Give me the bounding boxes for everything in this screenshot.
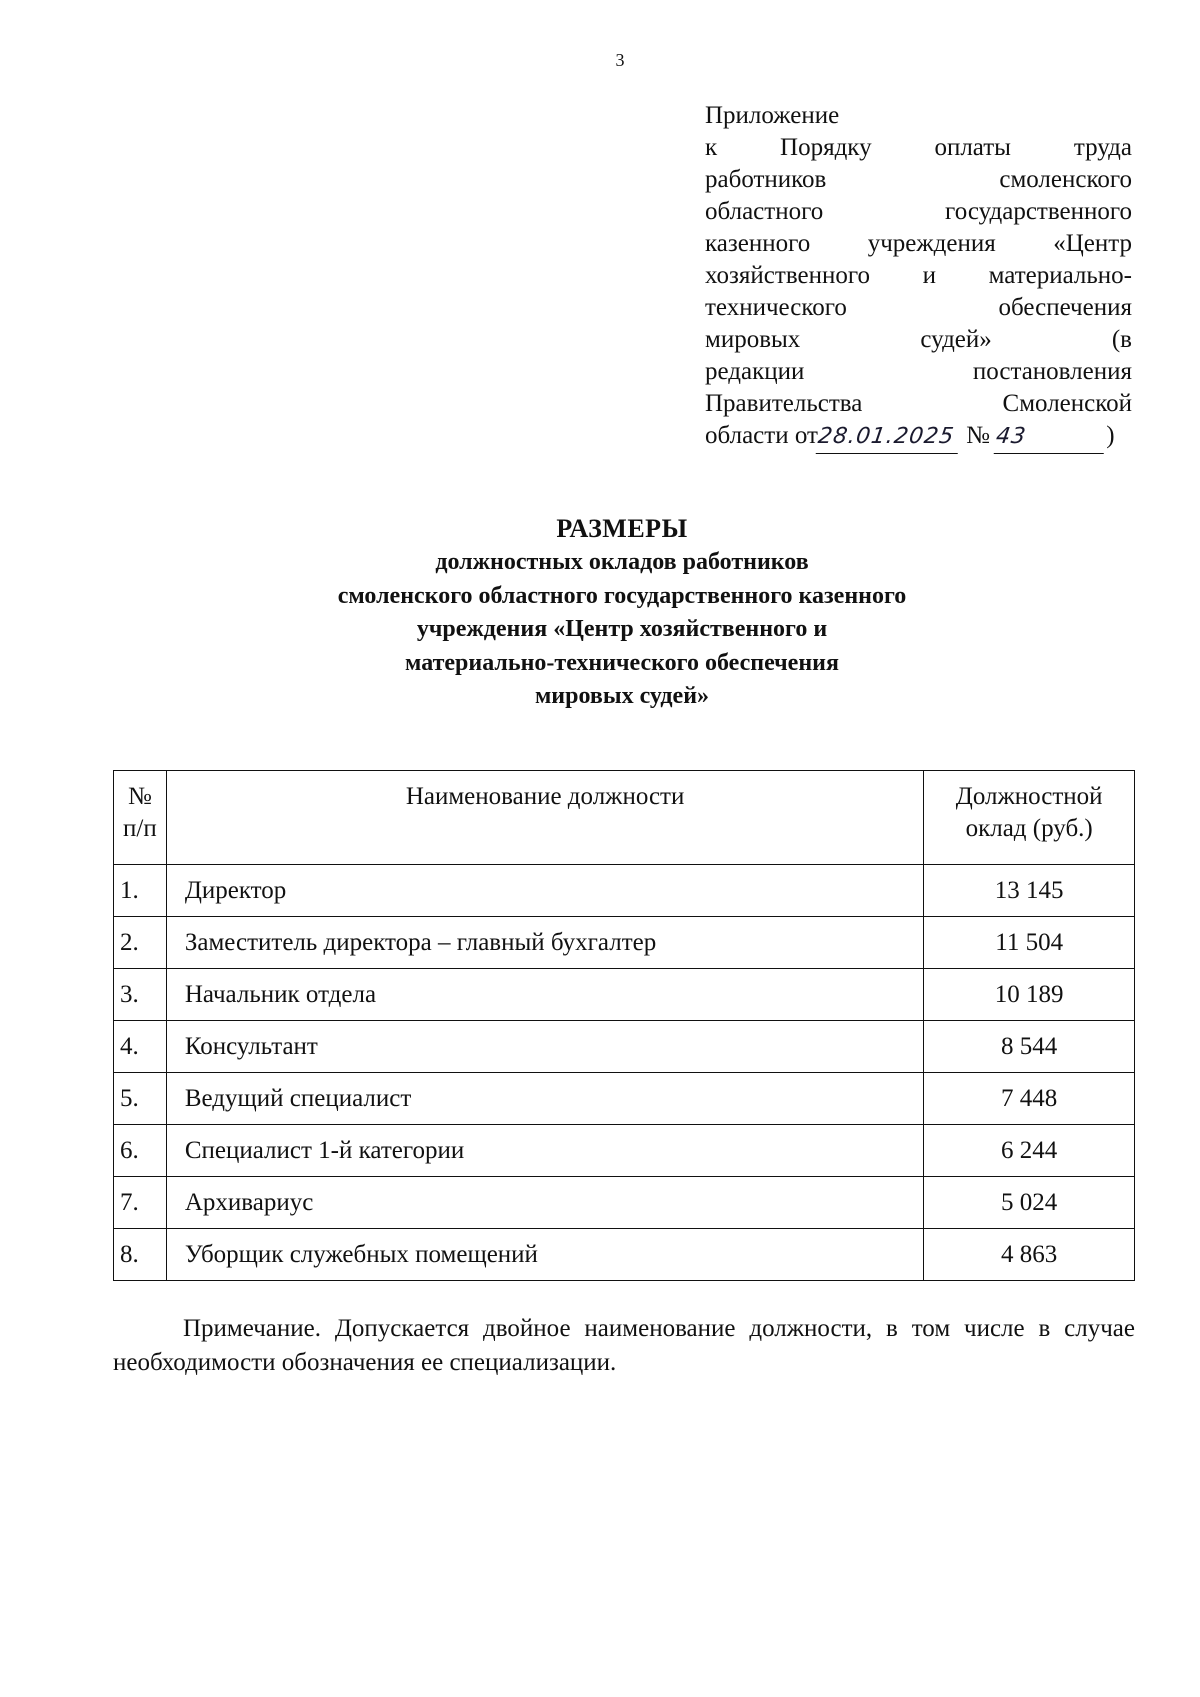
table-header-row bbox=[114, 771, 1135, 865]
row-salary: 5 024 bbox=[924, 1177, 1135, 1229]
row-num: 6. bbox=[114, 1125, 167, 1177]
appendix-line: областного государственного bbox=[705, 198, 1132, 225]
handwritten-date: 28.01.2025 bbox=[816, 421, 963, 454]
row-position: Уборщик служебных помещений bbox=[166, 1229, 924, 1281]
document-title bbox=[113, 512, 1131, 714]
page-number: 3 bbox=[615, 50, 625, 70]
header-num bbox=[114, 771, 167, 865]
header-num-line: № bbox=[127, 783, 152, 810]
title-subline: материально-технического обеспечения bbox=[405, 649, 839, 676]
row-position: Начальник отдела bbox=[166, 969, 924, 1021]
title-subline: должностных окладов работников bbox=[435, 549, 809, 575]
salary-table bbox=[113, 770, 1135, 1281]
row-num: 7. bbox=[114, 1177, 167, 1229]
row-position: Архивариус bbox=[166, 1177, 924, 1229]
appendix-header bbox=[705, 100, 1132, 454]
row-position: Заместитель директора – главный бухгалтер bbox=[166, 917, 924, 969]
title-main: РАЗМЕРЫ bbox=[556, 514, 688, 543]
header-salary-line: Должностной bbox=[955, 783, 1103, 810]
table-row bbox=[114, 969, 1135, 1021]
table-row bbox=[114, 1125, 1135, 1177]
row-num: 1. bbox=[114, 865, 167, 917]
appendix-line: хозяйственного и материально- bbox=[705, 262, 1132, 289]
row-num: 8. bbox=[114, 1229, 167, 1281]
appendix-line: мировых судей» (в bbox=[705, 326, 1132, 353]
row-num: 3. bbox=[114, 969, 167, 1021]
number-label: № bbox=[966, 422, 991, 449]
table-row bbox=[114, 1073, 1135, 1125]
row-num: 5. bbox=[114, 1073, 167, 1125]
row-num: 4. bbox=[114, 1021, 167, 1073]
appendix-line: технического обеспечения bbox=[705, 294, 1132, 321]
title-subline: мировых судей» bbox=[534, 683, 710, 709]
table-row bbox=[114, 917, 1135, 969]
row-position: Специалист 1-й категории bbox=[166, 1125, 924, 1177]
table-row bbox=[114, 1229, 1135, 1281]
header-salary-line: оклад (руб.) bbox=[965, 815, 1093, 842]
title-subline: смоленского областного государственного казенного bbox=[337, 582, 907, 609]
table-row bbox=[114, 865, 1135, 917]
table-note: Примечание. Допускается двойное наименование должности, в том числе в случае необходимости обозначения ее специализации. bbox=[113, 1315, 1135, 1376]
row-salary: 7 448 bbox=[924, 1073, 1135, 1125]
title-subline: учреждения «Центр хозяйственного и bbox=[416, 616, 828, 642]
appendix-line: Приложение bbox=[705, 102, 840, 129]
appendix-line: казенного учреждения «Центр bbox=[705, 230, 1132, 257]
closing-paren: ) bbox=[1106, 422, 1115, 449]
header-num-line: п/п bbox=[123, 815, 157, 842]
row-position: Консультант bbox=[166, 1021, 924, 1073]
table-row bbox=[114, 1021, 1135, 1073]
row-salary: 11 504 bbox=[924, 917, 1135, 969]
resolution-prefix: области от bbox=[705, 422, 818, 449]
row-salary: 13 145 bbox=[924, 865, 1135, 917]
row-position: Директор bbox=[166, 865, 924, 917]
row-salary: 10 189 bbox=[924, 969, 1135, 1021]
appendix-line-resolution bbox=[705, 420, 1132, 454]
header-salary bbox=[924, 771, 1135, 865]
row-num: 2. bbox=[114, 917, 167, 969]
table-row bbox=[114, 1177, 1135, 1229]
row-salary: 8 544 bbox=[924, 1021, 1135, 1073]
appendix-line: редакции постановления bbox=[705, 358, 1132, 385]
appendix-line: Правительства Смоленской bbox=[705, 390, 1132, 417]
row-salary: 4 863 bbox=[924, 1229, 1135, 1281]
appendix-line: работников смоленского bbox=[705, 166, 1132, 193]
row-position: Ведущий специалист bbox=[166, 1073, 924, 1125]
appendix-line: к Порядку оплаты труда bbox=[705, 134, 1132, 161]
row-salary: 6 244 bbox=[924, 1125, 1135, 1177]
header-position: Наименование должности bbox=[166, 771, 924, 865]
handwritten-number: 43 bbox=[994, 421, 1109, 454]
